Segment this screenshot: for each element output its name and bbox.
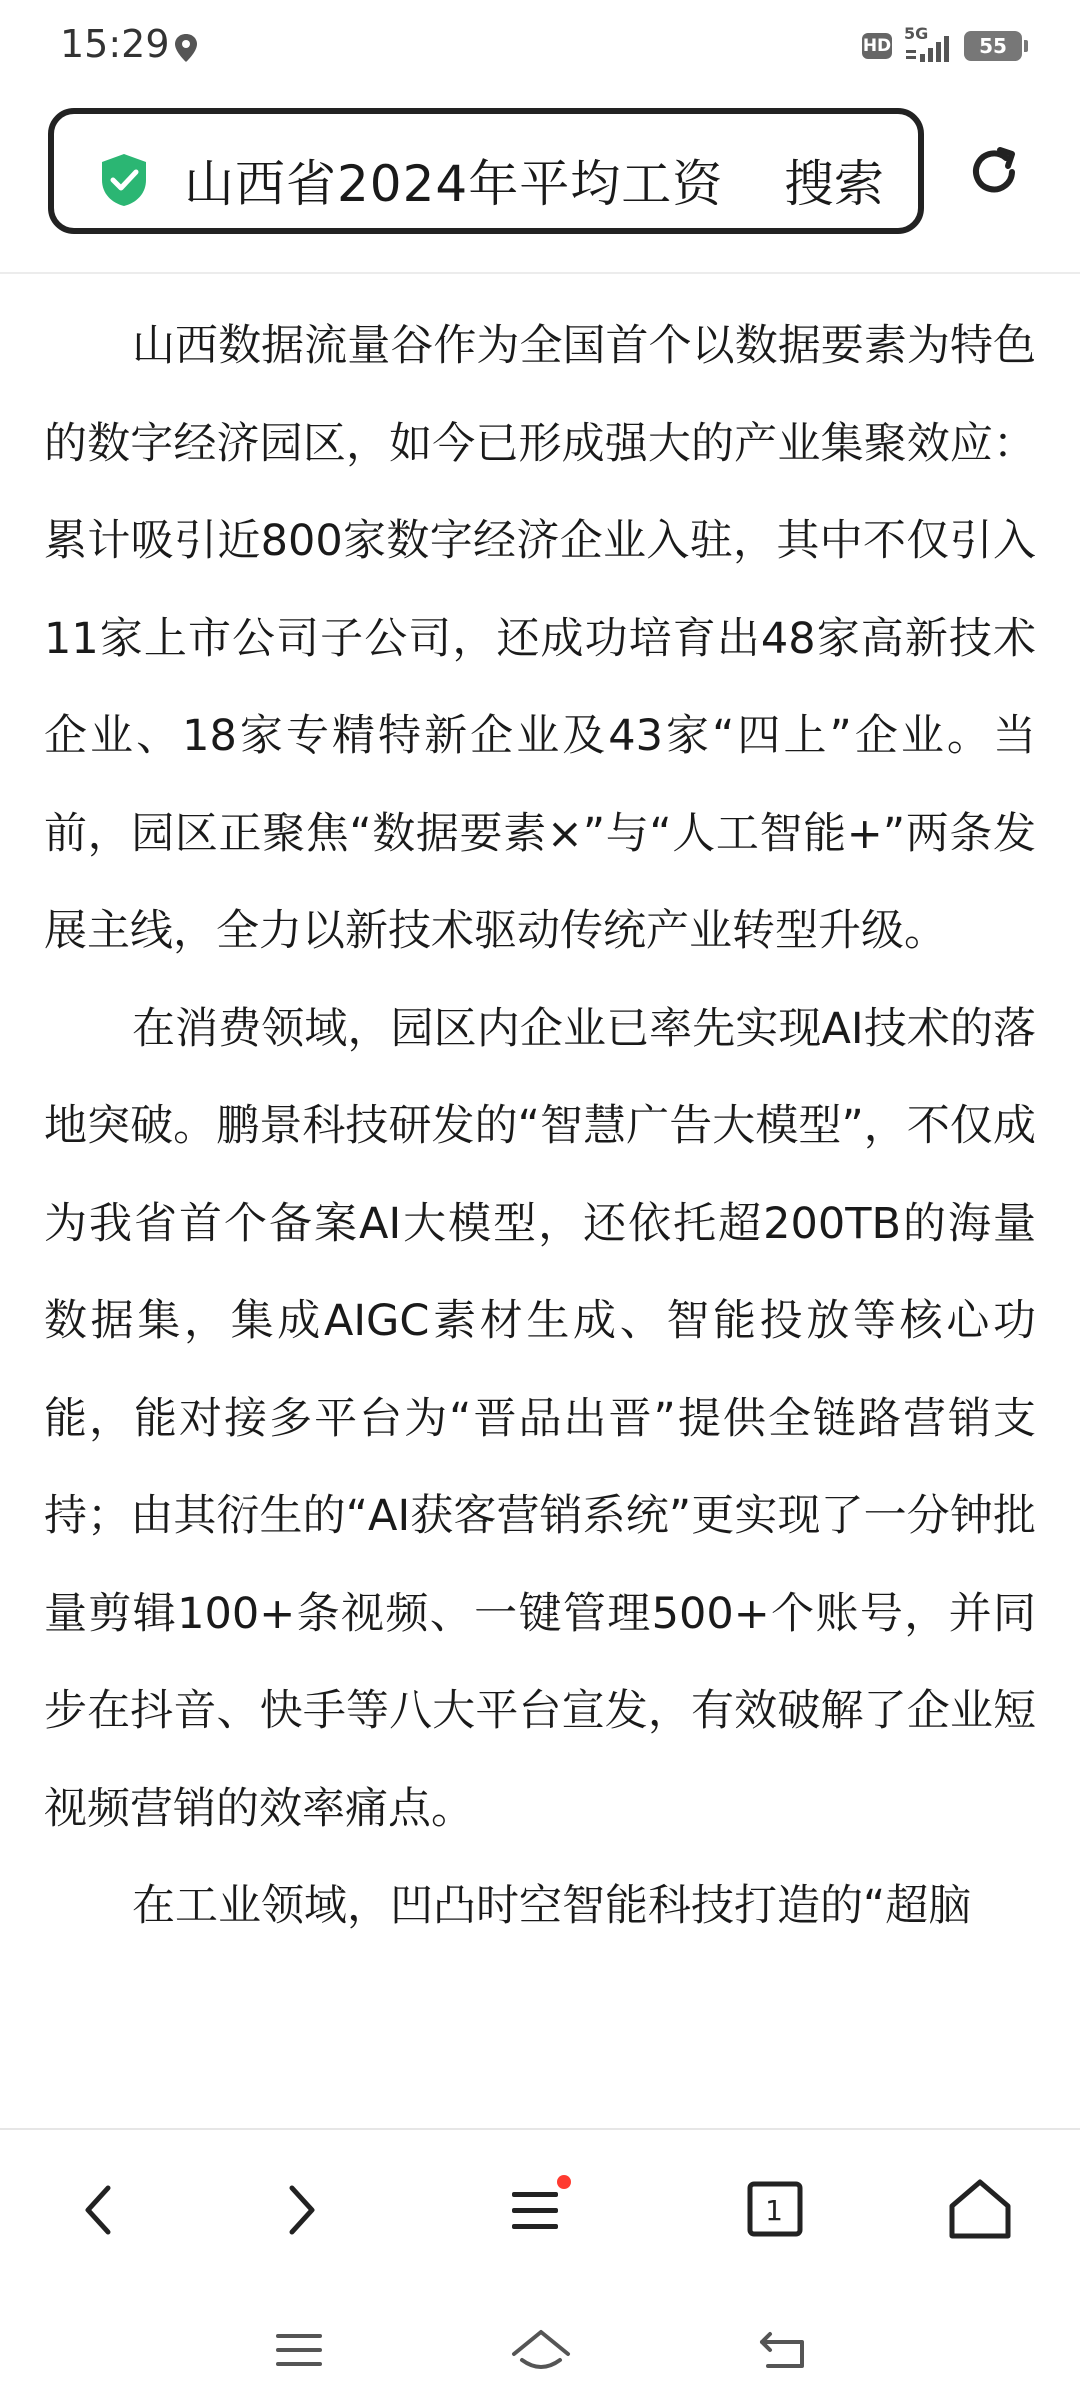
recent-apps-icon[interactable] <box>264 2320 334 2380</box>
tabs-button[interactable] <box>736 2170 816 2250</box>
chevron-left-icon <box>78 2180 118 2240</box>
browser-toolbar <box>0 2130 1080 2280</box>
shield-check-icon <box>98 152 150 208</box>
search-button[interactable]: 搜索 <box>784 155 884 213</box>
status-bar <box>0 0 1080 96</box>
home-button[interactable] <box>940 2170 1020 2250</box>
network-type: 5G <box>904 24 929 43</box>
search-input[interactable]: 山西省2024年平均工资 <box>184 155 724 213</box>
status-icons <box>862 24 1022 64</box>
status-time: 15:29 <box>60 22 170 66</box>
home-icon <box>940 2170 1020 2250</box>
article-paragraph: 山西数据流量谷作为全国首个以数据要素为特色的数字经济园区，如今已形成强大的产业集聚效应：累计吸引近800家数字经济企业入驻，其中不仅引入11家上市公司子公司，还成功培育出48家高新技术企业、18家专精特新企业及43家“四上”企业。当前，园区正聚焦“数据要素×”与“人工智能+”两条发展主线，全力以新技术驱动传统产业转型升级。 <box>44 321 1036 956</box>
menu-button[interactable] <box>498 2170 578 2250</box>
system-back-icon[interactable] <box>750 2320 820 2380</box>
article-paragraph: 在工业领域，凹凸时空智能科技打造的“超脑 <box>132 1881 972 1931</box>
system-home-icon[interactable] <box>506 2320 576 2380</box>
search-bar[interactable] <box>48 108 924 234</box>
battery-icon: 55 <box>964 31 1022 61</box>
tab-count: 1 <box>765 2193 783 2227</box>
back-button[interactable] <box>58 2170 138 2250</box>
system-nav-bar <box>0 2300 1080 2404</box>
location-icon <box>172 32 200 64</box>
hd-icon: HD <box>862 33 892 59</box>
menu-icon <box>498 2170 578 2250</box>
reload-icon[interactable] <box>964 142 1024 202</box>
chevron-right-icon <box>282 2180 322 2240</box>
article-paragraph: 在消费领域，园区内企业已率先实现AI技术的落地突破。鹏景科技研发的“智慧广告大模型”，不仅成为我省首个备案AI大模型，还依托超200TB的海量数据集，集成AIGC素材生成、智能投放等核心功能，能对接多平台为“晋品出晋”提供全链路营销支持；由其衍生的“AI获客营销系统”更实现了一分钟批量剪辑100+条视频、一键管理500+个账号，并同步在抖音、快手等八大平台宣发，有效破解了企业短视频营销的效率痛点。 <box>44 1003 1036 1834</box>
article-content[interactable] <box>0 272 1080 2128</box>
forward-button[interactable] <box>262 2170 342 2250</box>
article-body <box>44 298 1036 1956</box>
signal-icon <box>904 24 952 64</box>
